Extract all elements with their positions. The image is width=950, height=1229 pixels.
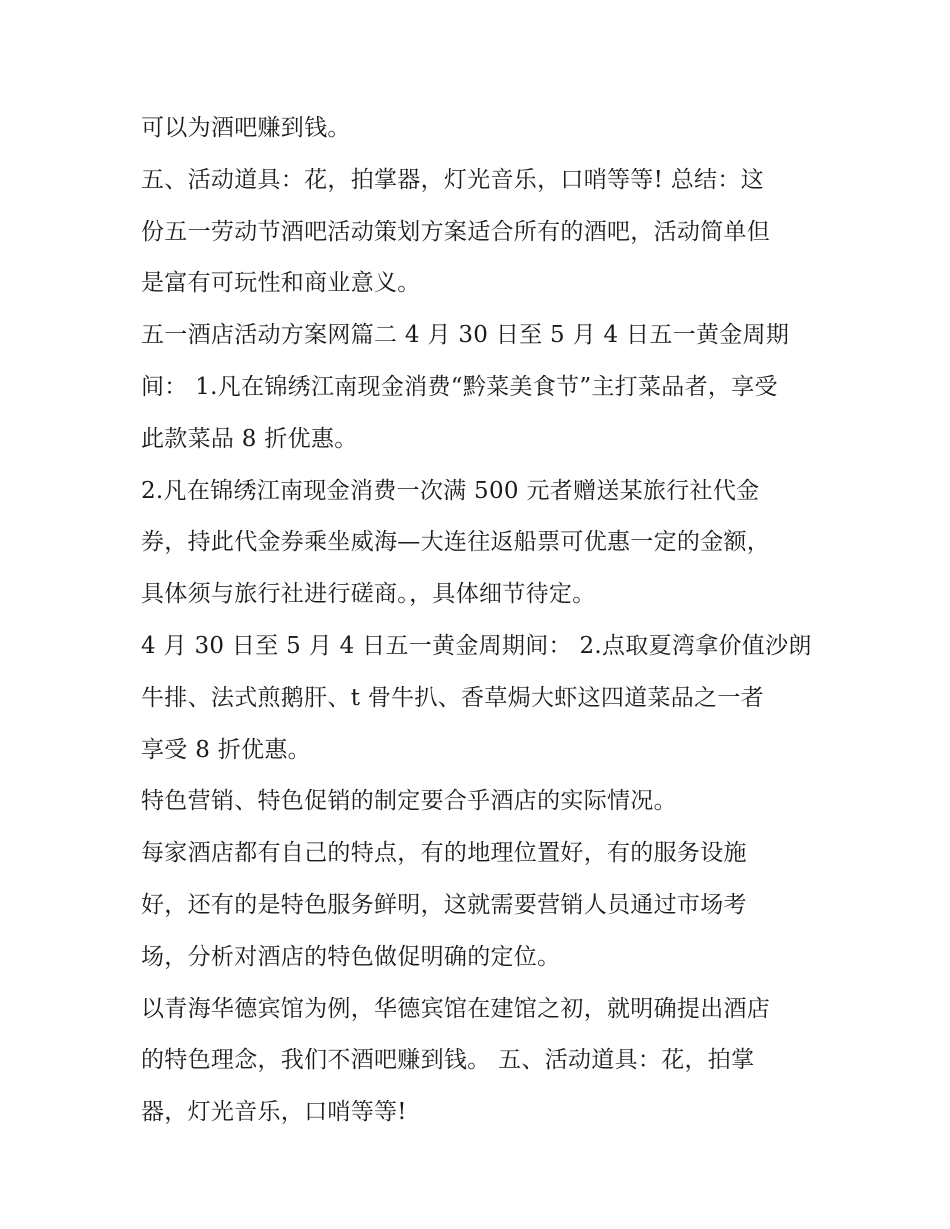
text-line: 每家酒店都有自己的特点，有的地理位置好，有的服务设施 xyxy=(141,840,747,867)
text-line: 享受 8 折优惠。 xyxy=(141,736,311,763)
document-body xyxy=(141,108,821,1144)
text-line: 五、活动道具：花，拍掌器，灯光音乐，口哨等等! 总结：这 xyxy=(141,166,764,193)
text-line: 好，还有的是特色服务鲜明，这就需要营销人员通过市场考 xyxy=(141,891,747,918)
text-line: 间： 1.凡在锦绣江南现金消费“黔菜美食节”主打菜品者，享受 xyxy=(141,373,778,400)
text-line: 4 月 30 日至 5 月 4 日五一黄金周期间： 2.点取夏湾拿价值沙朗 xyxy=(141,632,812,659)
text-line: 是富有可玩性和商业意义。 xyxy=(141,270,421,297)
text-line: 场，分析对酒店的特色做促明确的定位。 xyxy=(141,943,561,970)
text-line: 器，灯光音乐，口哨等等! xyxy=(141,1099,407,1126)
text-line: 以青海华德宾馆为例，华德宾馆在建馆之初，就明确提出酒店 xyxy=(141,995,771,1022)
text-line: 份五一劳动节酒吧活动策划方案适合所有的酒吧，活动简单但 xyxy=(141,218,771,245)
text-line: 特色营销、特色促销的制定要合乎酒店的实际情况。 xyxy=(141,788,677,815)
text-line: 五一酒店活动方案网篇二 4 月 30 日至 5 月 4 日五一黄金周期 xyxy=(141,322,790,349)
text-line: 可以为酒吧赚到钱。 xyxy=(141,115,351,141)
text-line: 券，持此代金券乘坐威海—大连往返船票可优惠一定的金额， xyxy=(141,529,771,556)
text-line: 2.凡在锦绣江南现金消费一次满 500 元者赠送某旅行社代金 xyxy=(141,477,760,504)
text-line: 具体须与旅行社进行磋商。，具体细节待定。 xyxy=(141,581,596,608)
text-line: 的特色理念，我们不酒吧赚到钱。 五、活动道具：花，拍掌 xyxy=(141,1047,755,1074)
text-line: 此款菜品 8 折优惠。 xyxy=(141,425,358,452)
text-line: 牛排、法式煎鹅肝、t 骨牛扒、香草焗大虾这四道菜品之一者 xyxy=(141,684,764,711)
